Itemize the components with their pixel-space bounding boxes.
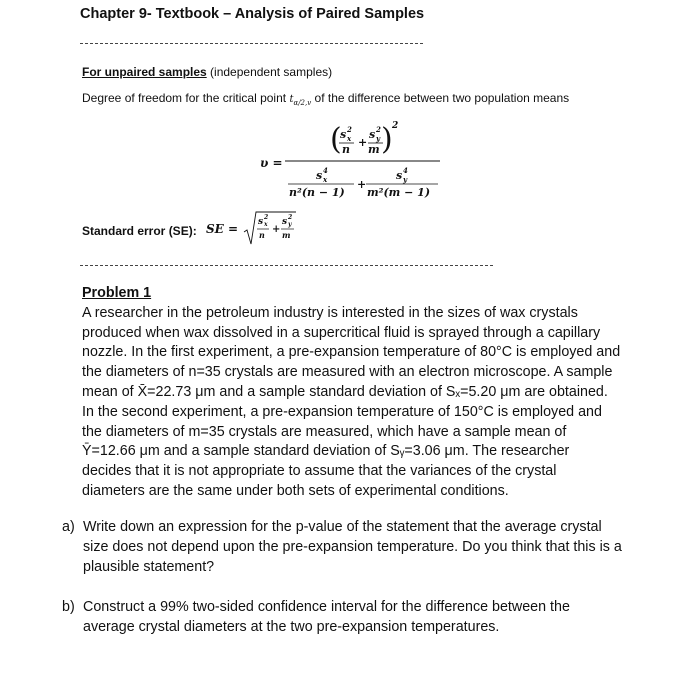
question-a <box>62 518 622 577</box>
se-sy: s <box>282 217 288 227</box>
question-a-label: a) <box>62 519 75 535</box>
df-den-sx-sub: x <box>323 175 328 184</box>
question-b-label: b) <box>62 599 75 615</box>
divider-middle <box>80 265 493 266</box>
se-sx-sup: 2 <box>264 214 269 221</box>
df-num-right-paren: ) <box>381 122 393 157</box>
df-den-plus: + <box>357 178 367 191</box>
df-num-left-paren: ( <box>330 122 342 157</box>
df-den-left: n²(n − 1) <box>289 186 345 199</box>
df-description-before: Degree of freedom for the critical point <box>82 91 290 105</box>
section-heading-rest: (independent samples) <box>206 65 333 79</box>
df-num-sx-sup: 2 <box>347 125 352 134</box>
df-num-sy-sub: y <box>376 134 381 143</box>
df-num-sy-sup: 2 <box>376 125 381 134</box>
se-plus: + <box>272 224 281 235</box>
se-n: n <box>259 230 265 240</box>
se-sy-sup: 2 <box>288 214 293 221</box>
se-sx-sub: x <box>264 221 268 228</box>
df-num-n: n <box>342 143 350 156</box>
df-num-m: m <box>368 143 380 156</box>
df-den-sy-sub: y <box>403 175 408 184</box>
se-sy-sub: y <box>288 221 292 228</box>
df-den-sy-sup: 4 <box>403 166 408 175</box>
se-lhs: SE = <box>206 222 239 236</box>
question-b <box>62 598 622 638</box>
problem-heading: Problem 1 <box>82 285 152 301</box>
se-label: Standard error (SE): <box>82 224 197 238</box>
df-description-after: of the difference between two population means <box>311 91 570 105</box>
section-heading-underlined: For unpaired samples <box>82 65 207 79</box>
df-den-sx: s <box>316 169 323 182</box>
df-den-sx-sup: 4 <box>323 166 328 175</box>
df-lhs: υ = <box>260 156 283 170</box>
page-title: Chapter 9- Textbook – Analysis of Paired Samples <box>80 6 425 22</box>
problem-1 <box>82 284 622 502</box>
df-num-sx: s <box>340 128 347 141</box>
se-sx: s <box>258 217 264 227</box>
df-num-sx-sub: x <box>347 134 352 143</box>
df-num-plus: + <box>358 136 368 149</box>
question-a-text: Write down an expression for the p-value of the statement that the average crystal size does not depend upon the pre-expansion temperature. Do you think that this is a plausible statement? <box>83 519 622 575</box>
problem-body: A researcher in the petroleum industry is interested in the sizes of wax crystals produced when wax dissolved in a supercritical fluid is sprayed through a capillary nozzle. In the first experiment, a pre-expansion temperature of 80°C is employed and the diameters of n=35 crystals are measured with an electron microscope. A sample mean of X̄=22.73 μm and a sample standard deviation of Sₓ=5.20 μm are obtained. In the second experiment, a pre-expansion temperature of 150°C is employed and the diameters of m=35 crystals are measured, which have a sample mean of Ȳ=12.66 μm and a sample standard deviation of Sᵧ=3.06 μm. The researcher decides that it is not appropriate to assume that the variances of the crystal diameters are the same under both sets of experimental conditions. <box>82 304 621 499</box>
t-critical-symbol: $t_{\alpha/2,v}$ <box>289 94 312 107</box>
question-b-text: Construct a 99% two-sided confidence interval for the difference between the average crystal diameters at the two pre-expansion temperatures. <box>83 599 570 635</box>
df-num-sy: s <box>369 128 376 141</box>
df-den-right: m²(m − 1) <box>367 186 431 199</box>
se-m: m <box>282 230 291 240</box>
df-den-sy: s <box>396 169 403 182</box>
df-num-outer-exponent: 2 <box>392 121 399 131</box>
